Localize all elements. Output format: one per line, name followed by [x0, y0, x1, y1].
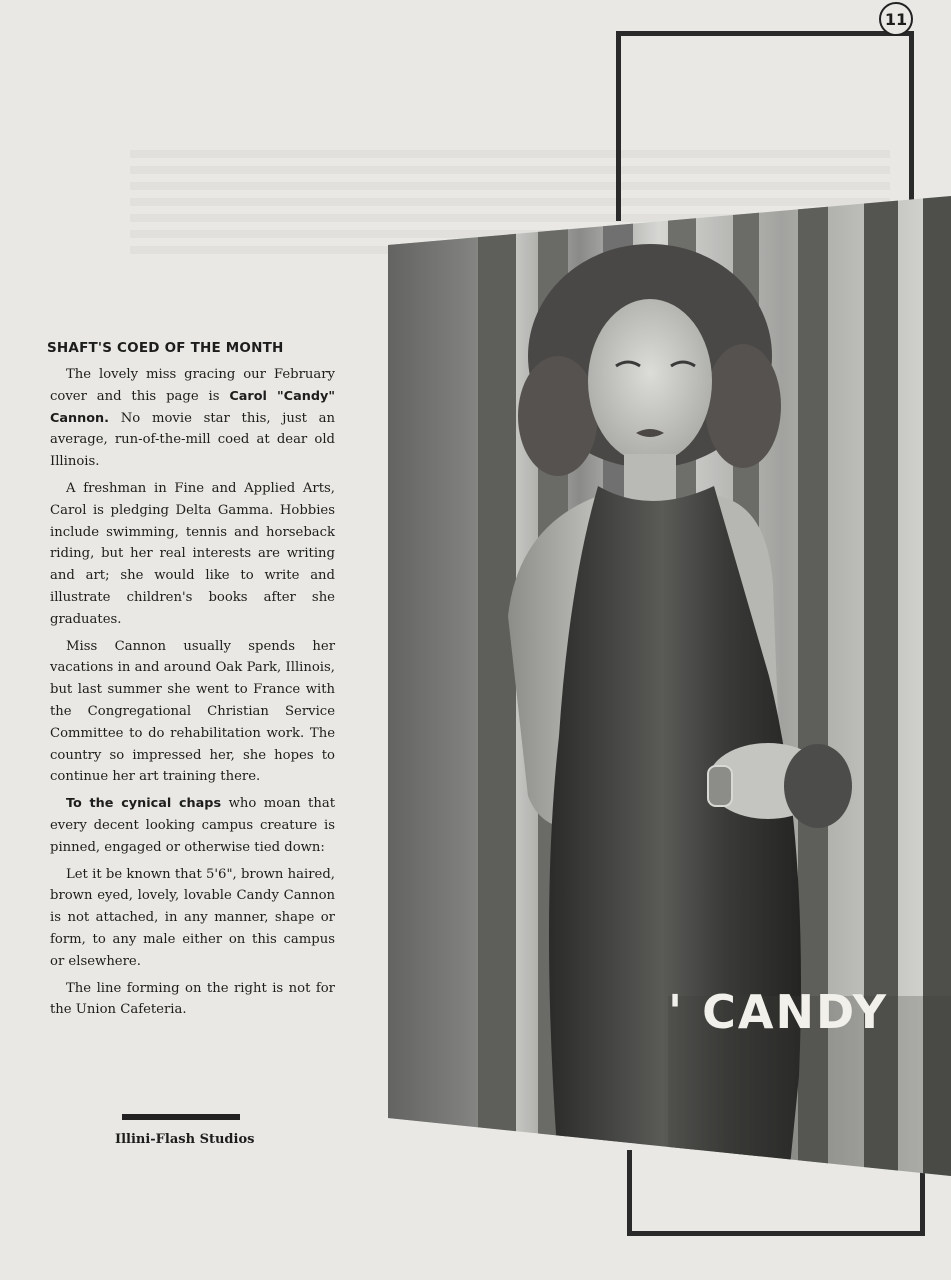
decorative-frame-top: [616, 31, 914, 221]
article: [47, 340, 335, 1026]
photo-caption: ' CANDY: [668, 985, 889, 1039]
paragraph-closing: The line forming on the right is not for the Union Cafeteria.: [50, 980, 335, 1018]
model-name: Carol "Candy" Cannon.: [50, 388, 335, 426]
paragraph-announcement: Let it be known that 5'6", brown haired, brown eyed, lovely, lovable Candy Cannon is not attached, in any manner, shape or form, to any male either on this campus or elsewhere.: [50, 866, 335, 969]
lead-in-bold: To the cynical chaps: [66, 796, 222, 812]
paragraph-intro: The lovely miss gracing our February cover and this page is Carol "Candy" Cannon. No movie star this, just an average, run-of-the-mill coed at dear old Illinois.: [50, 367, 335, 470]
paragraph-bio: A freshman in Fine and Applied Arts, Carol is pledging Delta Gamma. Hobbies include swimming, tennis and horseback riding, but her real interests are writing and art; she would like to write and illustrate children's books after she graduates.: [50, 480, 335, 627]
credit-rule: [122, 1114, 240, 1120]
photo-credit: Illini-Flash Studios: [115, 1132, 255, 1147]
paragraph-cynical: To the cynical chaps who moan that every decent looking campus creature is pinned, engaged or otherwise tied down:: [50, 796, 335, 855]
paragraph-travel: Miss Cannon usually spends her vacations in and around Oak Park, Illinois, but last summer she went to France with the Congregational Christian Service Committee to do rehabilitation work. The country so impressed her, she hopes to continue her art training there.: [50, 638, 335, 785]
page-number: 11: [879, 2, 913, 36]
article-headline: SHAFT'S COED OF THE MONTH: [47, 340, 284, 356]
